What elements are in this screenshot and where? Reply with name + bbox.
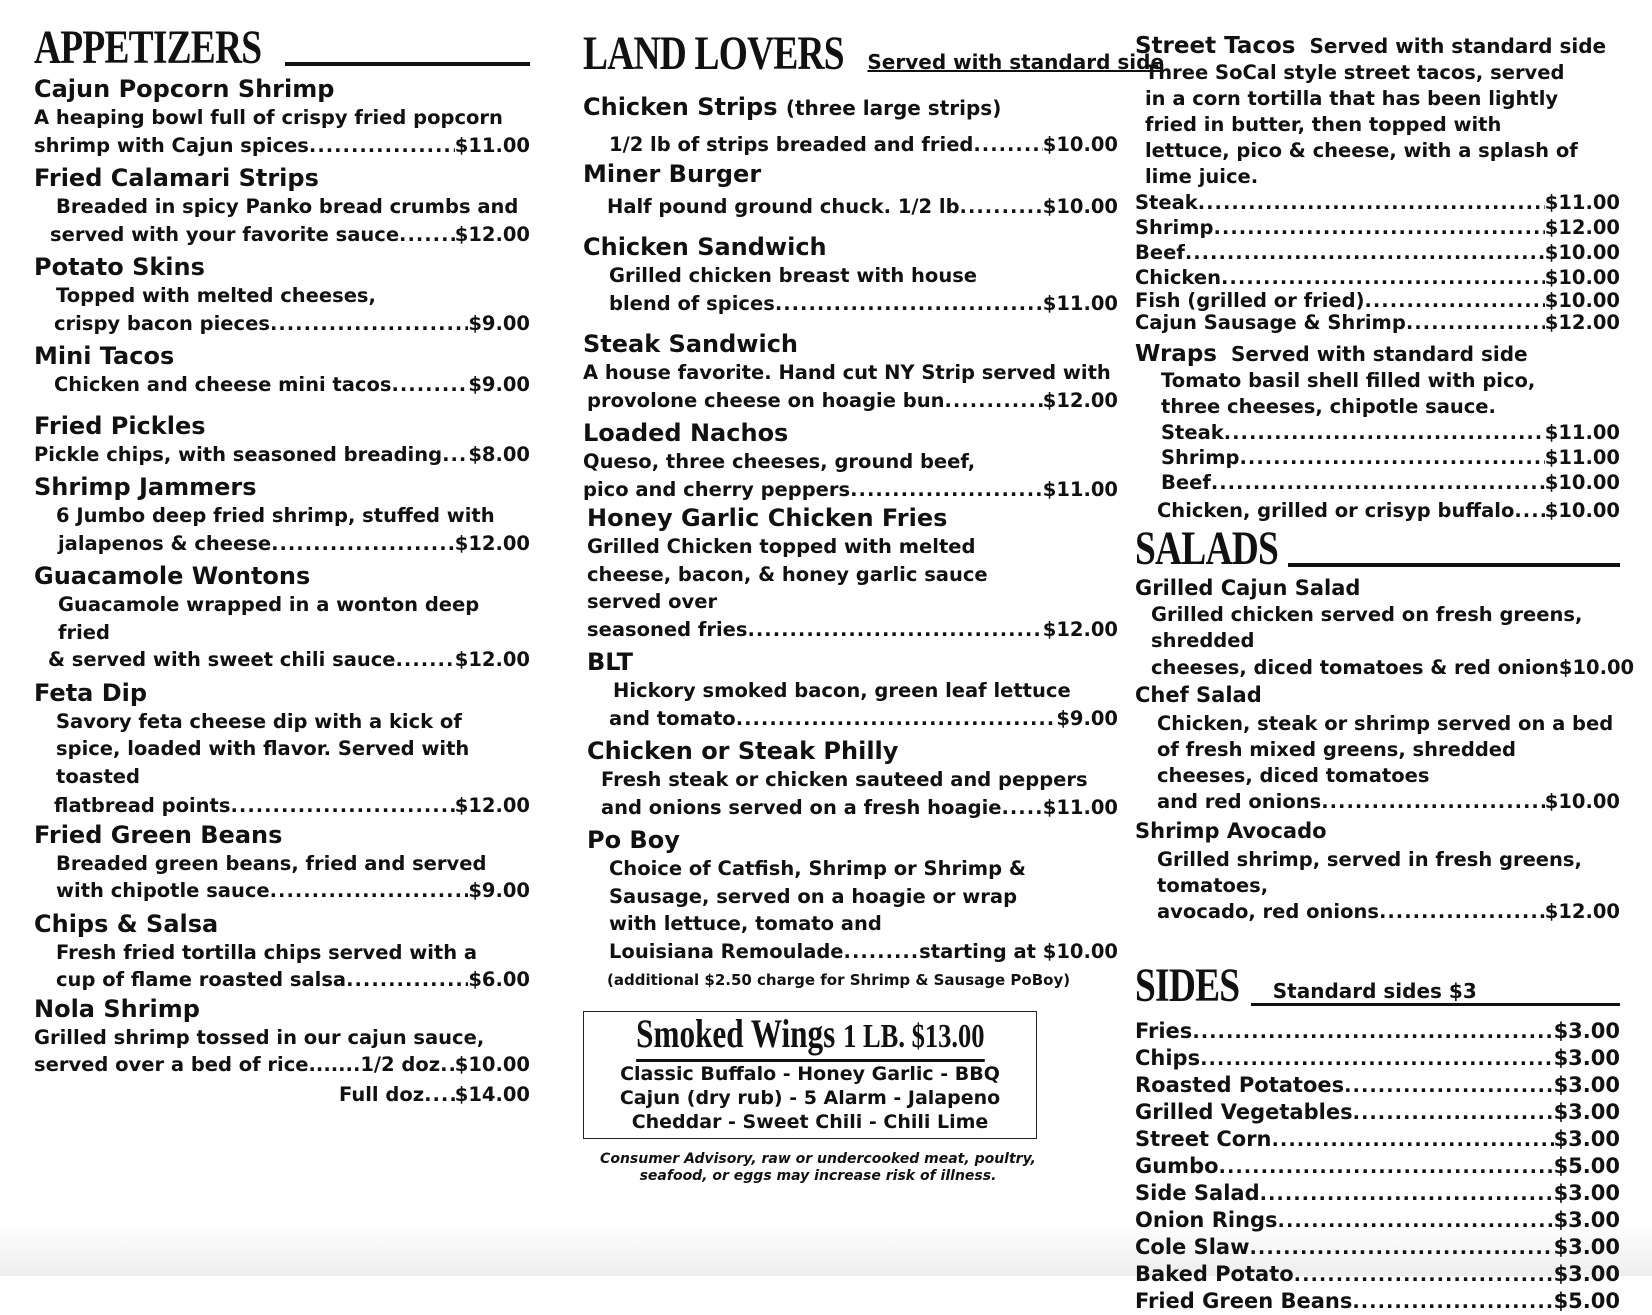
street-tacos-note: Served with standard side [1309, 34, 1607, 58]
item-desc: Grilled shrimp, served in fresh greens, tomatoes, [1157, 848, 1582, 897]
menu-item [1135, 818, 1620, 924]
item-desc: Topped with melted cheeses, [56, 284, 376, 307]
price-line [34, 310, 530, 338]
side-row [1135, 1018, 1620, 1045]
side-price: $3.00 [1553, 1181, 1620, 1205]
price-line-label: 1/2 lb of strips breaded and fried [609, 133, 974, 156]
side-label: Baked Potato [1135, 1262, 1294, 1286]
street-tacos-block [1135, 32, 1620, 334]
item-price: $14.00 [454, 1082, 530, 1106]
item-price: $6.00 [468, 968, 530, 991]
side-row [1135, 1234, 1620, 1261]
option-row [1135, 470, 1620, 495]
item-price: $10.00 [1042, 194, 1118, 218]
item-name: Chef Salad [1135, 683, 1262, 707]
option-price: $10.00 [1544, 241, 1620, 264]
item-price: $12.00 [454, 794, 530, 817]
option-label: Beef [1135, 241, 1185, 264]
price-line-label: and red onions [1157, 790, 1322, 813]
price-line-label: pico and cherry peppers [583, 477, 851, 501]
street-tacos-name: Street Tacos [1135, 33, 1296, 59]
item-name: Fried Green Beans [34, 820, 283, 849]
item-desc: Chicken, steak or shrimp served on a bed of fresh mixed greens, shredded cheeses, diced tomatoes [1157, 712, 1614, 787]
item-price: $11.00 [1042, 291, 1118, 315]
side-price: $3.00 [1553, 1235, 1620, 1259]
item-name: Po Boy [587, 826, 680, 854]
item-name: Cajun Popcorn Shrimp [34, 75, 335, 103]
item-price: $12.00 [1042, 617, 1118, 641]
item-desc: Breaded green beans, fried and served [56, 851, 487, 875]
land-lovers-title: LAND LOVERS [583, 27, 844, 80]
item-name: Chicken Strips [583, 93, 778, 121]
item-name: Miner Burger [583, 159, 762, 188]
price-line [34, 966, 530, 994]
wraps-desc: Tomato basil shell filled with pico, three cheeses, chipotle sauce. [1161, 369, 1536, 418]
option-row [1135, 190, 1620, 215]
price-line [34, 441, 530, 469]
item-name: Potato Skins [34, 253, 205, 281]
wraps-heading [1135, 340, 1620, 368]
side-label: Grilled Vegetables [1135, 1100, 1353, 1124]
menu-item [34, 163, 530, 248]
price-line [34, 132, 530, 160]
option-price: $11.00 [1544, 446, 1620, 469]
menu-item [583, 92, 1118, 159]
item-desc: Grilled shrimp tossed in our cajun sauce, [34, 1025, 485, 1049]
item-name-note: (three large strips) [785, 96, 1002, 120]
item-desc: Grilled chicken breast with house [609, 264, 978, 287]
land-lovers-column [583, 27, 1165, 1185]
price-line-label: jalapenos & cheese [58, 531, 272, 555]
item-price: $12.00 [1042, 388, 1118, 412]
item-price: $12.00 [1544, 900, 1620, 923]
item-name: Feta Dip [34, 678, 148, 707]
item-name: Shrimp Avocado [1135, 819, 1327, 843]
menu-item [583, 503, 1118, 643]
street-tacos-desc: Three SoCal style street tacos, served in a corn tortilla that has been lightly fried in butter, then topped with lettuce, pico & cheese, with a splash of lime juice. [1145, 61, 1578, 188]
side-label: Cole Slaw [1135, 1235, 1250, 1259]
price-line-label: cheeses, diced tomatoes & red onion [1151, 656, 1559, 679]
item-price: $9.00 [1056, 706, 1118, 730]
price-line [583, 705, 1118, 733]
menu-item [34, 678, 530, 820]
salads-rule [1288, 563, 1620, 567]
price-line-label: shrimp with Cajun spices [34, 133, 309, 157]
price-line [583, 616, 1118, 644]
sides-header [1135, 960, 1620, 1012]
price-line-label: avocado, red onions [1157, 900, 1379, 923]
price-line-label: seasoned fries [587, 617, 748, 641]
side-price: $5.00 [1553, 1289, 1620, 1313]
option-label: Chicken [1135, 266, 1221, 289]
option-price: $10.00 [1544, 266, 1620, 289]
price-line [583, 193, 1118, 221]
side-label: Roasted Potatoes [1135, 1073, 1345, 1097]
appetizers-title: APPETIZERS [34, 21, 262, 74]
item-desc: Breaded in spicy Panko bread crumbs and [56, 195, 519, 218]
menu-item [34, 820, 530, 905]
price-line [34, 1051, 530, 1079]
option-label: Steak [1135, 191, 1198, 214]
item-name: Loaded Nachos [583, 419, 789, 447]
item-desc: A heaping bowl full of crispy fried popcorn [34, 106, 503, 129]
price-line-label: Pickle chips, with seasoned breading [34, 442, 443, 466]
menu-item [34, 341, 530, 399]
item-desc: Choice of Catfish, Shrimp or Shrimp & Sausage, served on a hoagie or wrap with lettuce, tomato and [609, 857, 1026, 935]
price-line-label: Full doz [339, 1082, 425, 1106]
price-line [1135, 899, 1620, 924]
option-row [1135, 445, 1620, 470]
menu-item [1135, 575, 1635, 682]
smoked-wings-box [583, 1011, 1037, 1139]
salads-title: SALADS [1135, 522, 1279, 575]
side-label: Street Corn [1135, 1127, 1272, 1151]
sides-title: SIDES [1135, 959, 1240, 1012]
item-desc: Hickory smoked bacon, green leaf lettuce [613, 679, 1071, 702]
item-price: $8.00 [468, 442, 530, 466]
option-label: Cajun Sausage & Shrimp [1135, 311, 1406, 334]
side-price: $3.00 [1553, 1019, 1620, 1043]
item-price: $9.00 [468, 311, 530, 335]
option-label: Beef [1161, 471, 1211, 494]
item-name: Nola Shrimp [34, 994, 200, 1023]
side-label: Fries [1135, 1019, 1193, 1043]
item-name: Shrimp Jammers [34, 473, 257, 501]
price-line [583, 938, 1118, 966]
item-desc: Fresh fried tortilla chips served with a [56, 940, 478, 964]
item-name: Fried Pickles [34, 411, 206, 440]
price-line-label: with chipotle sauce [56, 879, 270, 902]
option-price: $12.00 [1544, 216, 1620, 239]
sides-note: Standard sides $3 [1251, 979, 1620, 1006]
menu-item [34, 472, 530, 557]
price-line-label: and tomato [609, 706, 736, 730]
salads-header [1135, 523, 1620, 575]
salads-block [1135, 522, 1635, 924]
menu-item [34, 411, 530, 469]
item-desc: Guacamole wrapped in a wonton deep fried [58, 593, 480, 644]
price-line [583, 131, 1118, 159]
side-label: Gumbo [1135, 1154, 1219, 1178]
side-label: Fried Green Beans [1135, 1289, 1353, 1313]
price-line [1135, 654, 1635, 682]
item-name: Grilled Cajun Salad [1135, 576, 1361, 600]
wraps-block [1135, 340, 1620, 523]
option-price: $10.00 [1544, 499, 1620, 522]
option-price: $11.00 [1544, 191, 1620, 214]
item-price: starting at $10.00 [919, 939, 1118, 963]
price-line [583, 476, 1118, 504]
item-name: Chips & Salsa [34, 909, 219, 938]
option-label: Fish (grilled or fried) [1135, 289, 1365, 312]
option-row [1135, 240, 1620, 265]
price-line-label: & served with sweet chili sauce [48, 648, 396, 671]
side-row [1135, 1099, 1620, 1126]
item-desc: Grilled Chicken topped with melted cheese, bacon, & honey garlic sauce served over [587, 535, 988, 613]
menu-item [34, 561, 530, 674]
wing-flavors-line: Cheddar - Sweet Chili - Chili Lime [631, 1111, 989, 1133]
side-row [1135, 1207, 1620, 1234]
item-price: $10.00 [1544, 790, 1620, 813]
item-price: $11.00 [1042, 477, 1118, 501]
appetizers-column [34, 22, 530, 1108]
side-label: Side Salad [1135, 1181, 1260, 1205]
side-price: $3.00 [1553, 1127, 1620, 1151]
item-name-row [583, 92, 1118, 123]
item-name: Fried Calamari Strips [34, 164, 319, 192]
item-name: Chicken or Steak Philly [587, 737, 899, 765]
additional-charge-note: (additional $2.50 charge for Shrimp & Sausage PoBoy) [607, 971, 1071, 989]
option-label: Shrimp [1135, 216, 1214, 239]
item-name: Honey Garlic Chicken Fries [587, 504, 948, 532]
side-price: $5.00 [1553, 1154, 1620, 1178]
price-line [1135, 789, 1620, 814]
side-row [1135, 1126, 1620, 1153]
side-label: Chips [1135, 1046, 1201, 1070]
item-desc: Grilled chicken served on fresh greens, shredded [1151, 603, 1583, 652]
item-price: $11.00 [454, 133, 530, 157]
side-row [1135, 1180, 1620, 1207]
item-desc: A house favorite. Hand cut NY Strip served with [583, 361, 1111, 384]
price-line [583, 387, 1118, 415]
option-row [1135, 498, 1620, 523]
option-row [1135, 290, 1620, 312]
item-name: Mini Tacos [34, 342, 175, 370]
item-price: $10.00 [1558, 656, 1635, 679]
option-row [1135, 420, 1620, 445]
item-price: $12.00 [454, 648, 530, 671]
price-line-label: blend of spices [609, 291, 775, 315]
price-line-label: served with your favorite sauce [50, 222, 400, 246]
price-line [34, 221, 530, 249]
menu-item [34, 74, 530, 159]
side-price: $3.00 [1553, 1073, 1620, 1097]
price-line [34, 1081, 530, 1109]
right-column [1135, 32, 1635, 1315]
option-price: $12.00 [1544, 311, 1620, 334]
price-line-label: cup of flame roasted salsa [56, 968, 347, 991]
menu-item [583, 418, 1118, 503]
menu-item [34, 252, 530, 337]
price-line-label: Half pound ground chuck. 1/2 lb [607, 194, 960, 218]
option-row [1135, 265, 1620, 290]
item-price: $9.00 [468, 373, 530, 396]
land-lovers-header [583, 27, 1165, 80]
menu-item [583, 736, 1118, 821]
menu-item [34, 909, 530, 994]
item-desc: Fresh steak or chicken sauteed and peppers [601, 768, 1088, 791]
item-price: $10.00 [1042, 133, 1118, 156]
smoked-wings-price: 1 LB. $13.00 [842, 1018, 985, 1055]
item-desc: Savory feta cheese dip with a kick of spice, loaded with flavor. Served with toasted [56, 709, 470, 788]
price-line-label: flatbread points [54, 794, 231, 817]
menu-item [583, 647, 1118, 732]
option-row [1135, 215, 1620, 240]
street-tacos-heading [1135, 32, 1620, 60]
side-row [1135, 1153, 1620, 1180]
menu-item [34, 994, 530, 1109]
menu-item [583, 825, 1118, 965]
option-label: Chicken, grilled or crisyp buffalo [1157, 499, 1515, 522]
item-price: $12.00 [454, 531, 530, 555]
side-price: $3.00 [1553, 1208, 1620, 1232]
appetizers-rule [285, 62, 530, 66]
wraps-name: Wraps [1135, 341, 1217, 367]
option-label: Steak [1161, 421, 1224, 444]
price-line [583, 290, 1118, 318]
item-name: Chicken Sandwich [583, 233, 827, 261]
smoked-wings-heading [584, 1012, 1036, 1062]
side-price: $3.00 [1553, 1046, 1620, 1070]
item-name: BLT [587, 648, 633, 676]
option-price: $10.00 [1544, 289, 1620, 312]
price-line [34, 371, 530, 399]
side-price: $3.00 [1553, 1100, 1620, 1124]
item-name: Guacamole Wontons [34, 562, 311, 590]
side-price: $3.00 [1553, 1262, 1620, 1286]
item-desc: 6 Jumbo deep fried shrimp, stuffed with [56, 504, 495, 527]
menu-item [583, 232, 1118, 317]
option-price: $10.00 [1544, 471, 1620, 494]
side-row [1135, 1072, 1620, 1099]
price-line-label: Louisiana Remoulade [609, 939, 844, 963]
land-lovers-note: Served with standard side [867, 50, 1165, 74]
price-line-label: served over a bed of rice.......1/2 doz [34, 1053, 441, 1076]
appetizers-header [34, 22, 530, 74]
price-line [34, 877, 530, 905]
menu-item [583, 329, 1118, 414]
wraps-note: Served with standard side [1231, 342, 1528, 366]
option-price: $11.00 [1544, 421, 1620, 444]
item-desc: Queso, three cheeses, ground beef, [583, 450, 976, 473]
side-row [1135, 1261, 1620, 1288]
price-line-label: and onions served on a fresh hoagie [601, 795, 1002, 819]
item-price: $10.00 [454, 1053, 530, 1076]
consumer-advisory: Consumer Advisory, raw or undercooked meat, poultry, seafood, or eggs may increase risk of illness. [600, 1151, 1036, 1184]
item-price: $12.00 [454, 222, 530, 246]
wing-flavors-line: Classic Buffalo - Honey Garlic - BBQ [620, 1063, 1000, 1085]
price-line [34, 530, 530, 558]
price-line-label: Chicken and cheese mini tacos [54, 373, 392, 396]
side-row [1135, 1045, 1620, 1072]
price-line-label: provolone cheese on hoagie bun [587, 388, 945, 412]
item-price: $9.00 [468, 879, 530, 902]
price-line-label: crispy bacon pieces [54, 311, 270, 335]
item-price: $11.00 [1042, 795, 1118, 819]
menu-item [1135, 682, 1620, 814]
side-label: Onion Rings [1135, 1208, 1278, 1232]
sides-block [1135, 960, 1620, 1315]
price-line [34, 646, 530, 674]
wing-flavors-line: Cajun (dry rub) - 5 Alarm - Jalapeno [619, 1087, 1001, 1109]
menu-item [583, 159, 1118, 221]
option-label: Shrimp [1161, 446, 1240, 469]
item-name: Steak Sandwich [583, 330, 799, 358]
option-row [1135, 312, 1620, 334]
smoked-wings-name: Smoked Wings [635, 1011, 835, 1056]
smoked-wings-title [636, 1012, 984, 1062]
price-line [34, 792, 530, 820]
side-row [1135, 1288, 1620, 1315]
price-line [583, 794, 1118, 822]
